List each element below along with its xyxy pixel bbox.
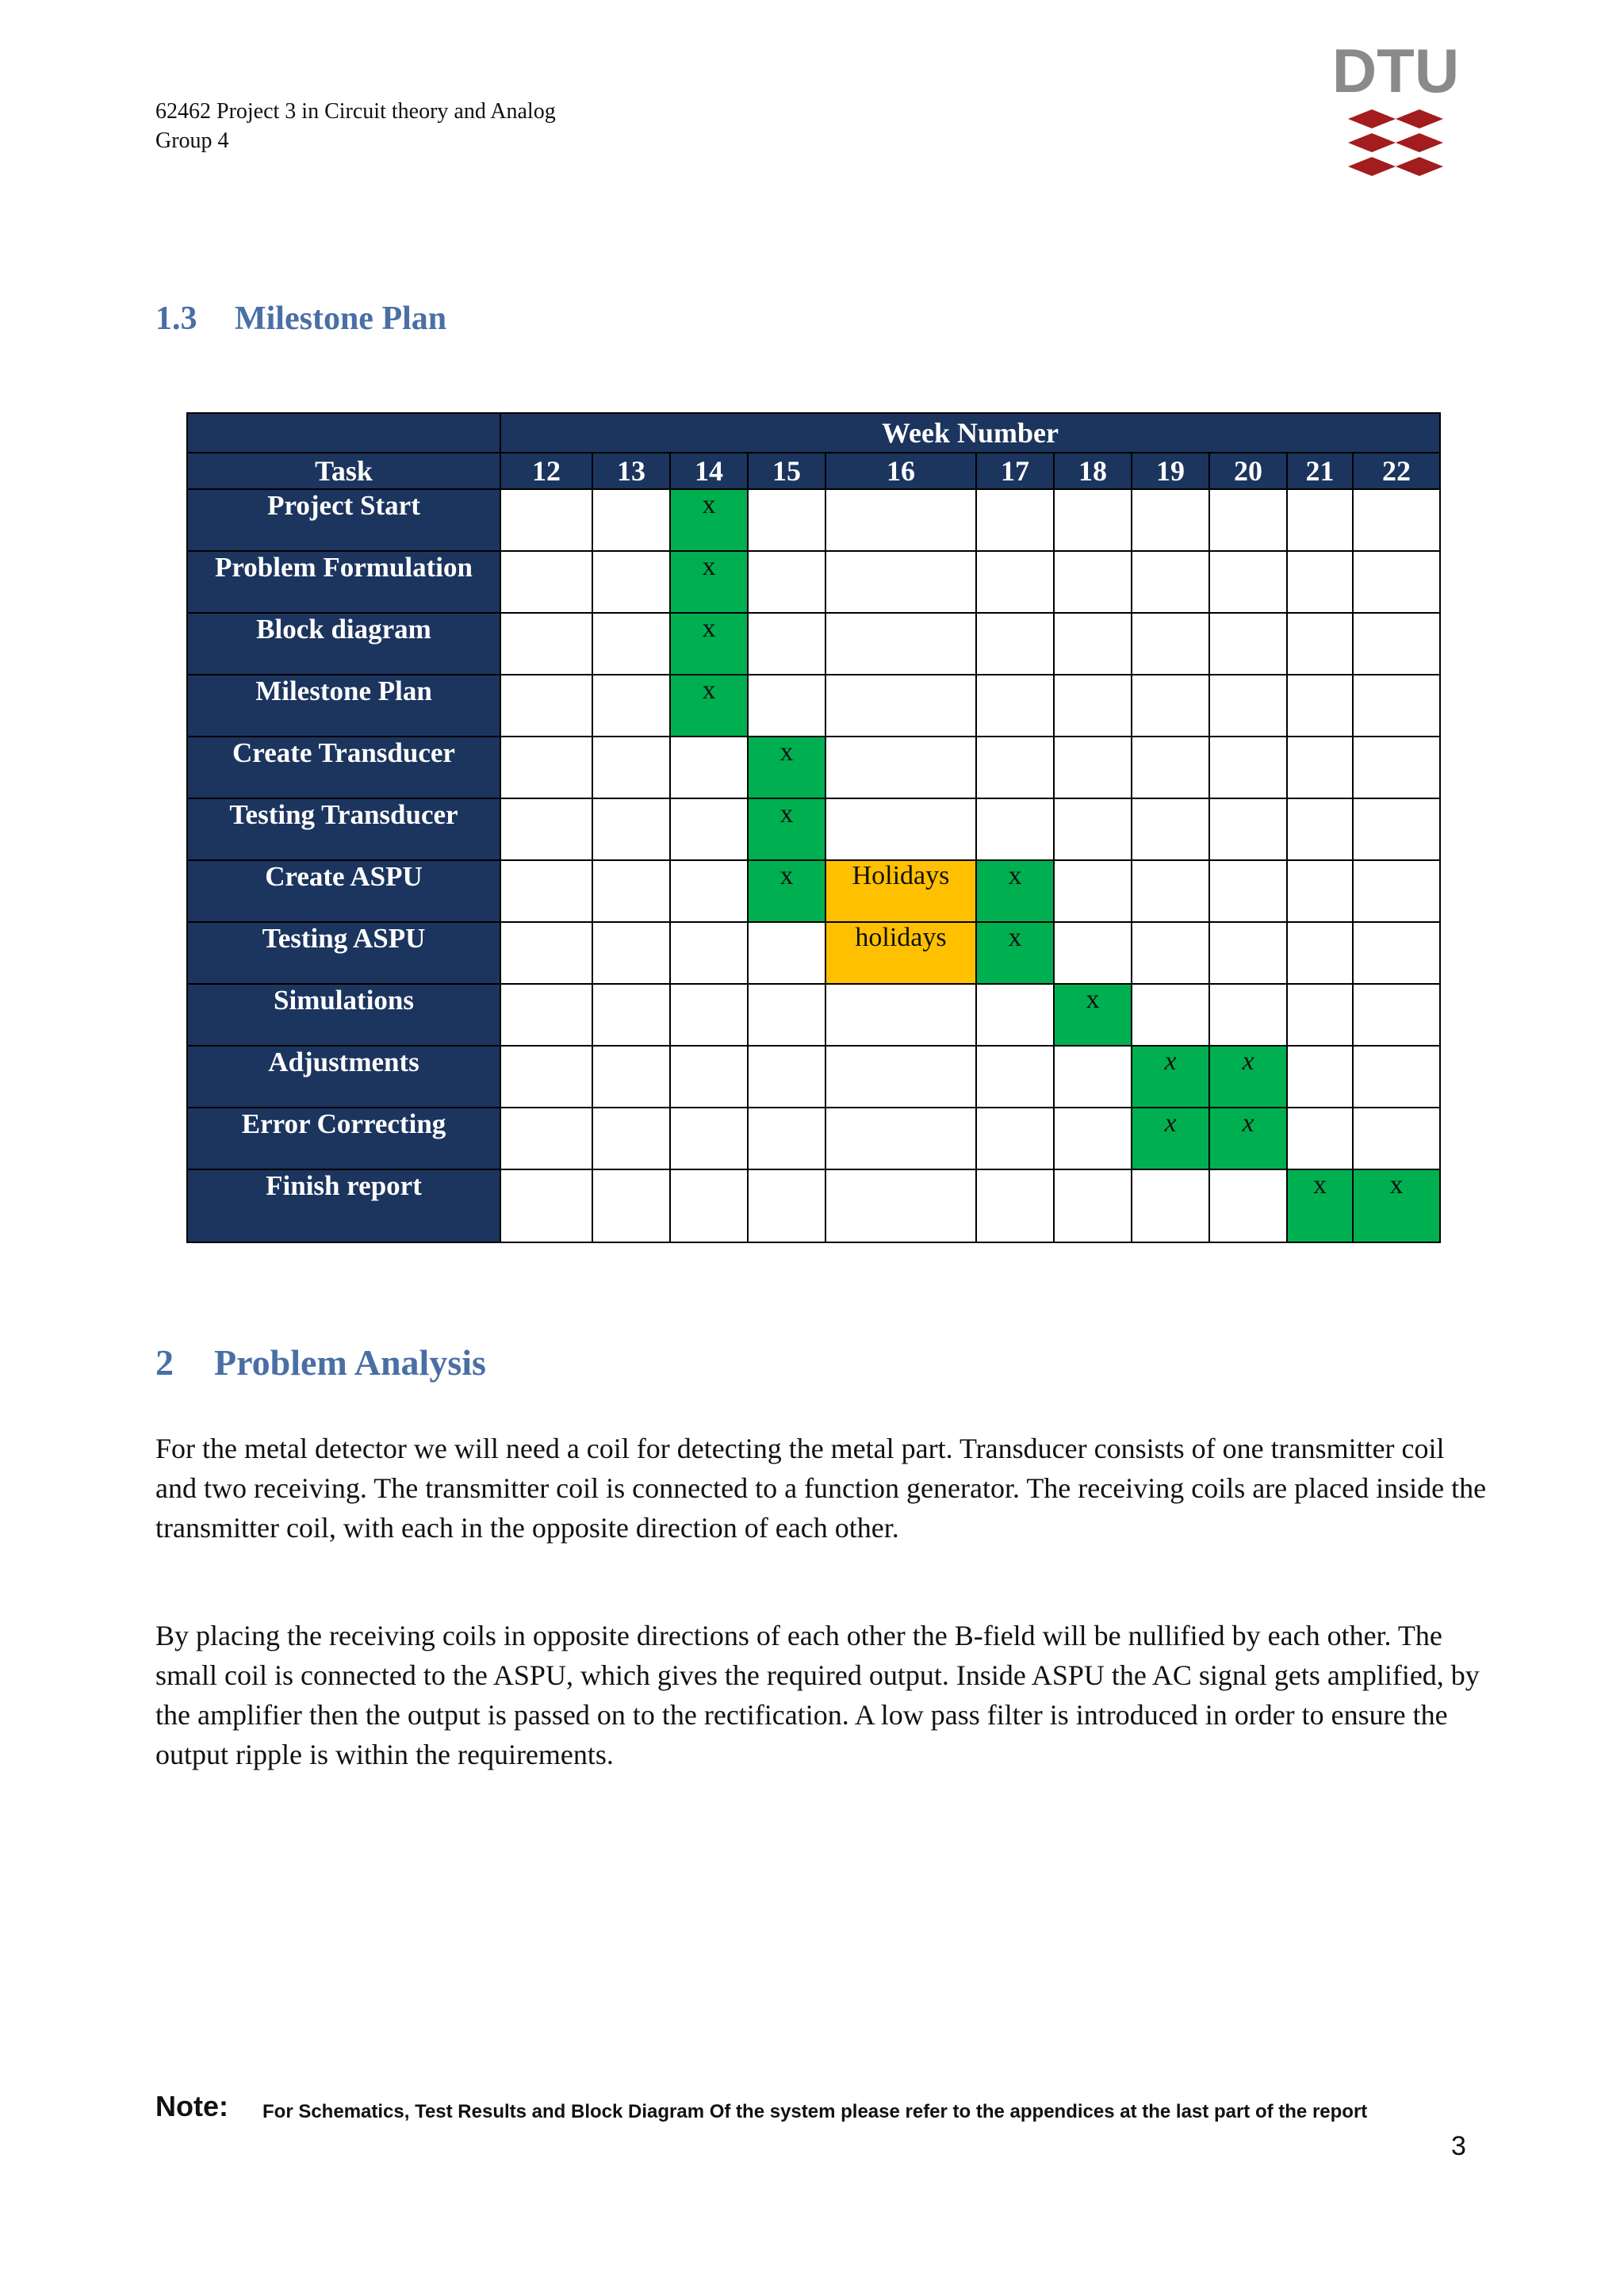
task-name: Simulations: [187, 984, 500, 1046]
table-row: [187, 1169, 1440, 1242]
empty-cell: [825, 1108, 976, 1169]
empty-cell: [748, 675, 825, 737]
week-header: 15: [748, 453, 825, 489]
table-row: [187, 1108, 1440, 1169]
empty-cell: [825, 613, 976, 675]
empty-cell: [1353, 798, 1440, 860]
table-row: [187, 551, 1440, 613]
empty-cell: [748, 984, 825, 1046]
empty-cell: [1353, 984, 1440, 1046]
empty-cell: [1132, 613, 1209, 675]
empty-cell: [825, 984, 976, 1046]
scheduled-cell: x: [670, 551, 748, 613]
empty-cell: [825, 737, 976, 798]
empty-cell: [1287, 984, 1353, 1046]
empty-cell: [592, 1046, 670, 1108]
week-header: 14: [670, 453, 748, 489]
section-heading-milestone: [155, 300, 446, 338]
note-label: Note:: [155, 2090, 228, 2122]
empty-cell: [1054, 1169, 1132, 1242]
scheduled-cell: x: [670, 613, 748, 675]
empty-cell: [1054, 1046, 1132, 1108]
scheduled-cell: x: [1132, 1046, 1209, 1108]
table-row: [187, 489, 1440, 551]
empty-cell: [1353, 860, 1440, 922]
empty-cell: [1353, 737, 1440, 798]
empty-cell: [825, 1169, 976, 1242]
holiday-cell: Holidays: [825, 860, 976, 922]
empty-cell: [500, 798, 592, 860]
empty-cell: [1209, 551, 1287, 613]
empty-cell: [976, 984, 1054, 1046]
scheduled-cell: x: [670, 675, 748, 737]
empty-cell: [748, 1169, 825, 1242]
table-row: [187, 922, 1440, 984]
empty-cell: [592, 737, 670, 798]
empty-cell: [825, 798, 976, 860]
week-header: 13: [592, 453, 670, 489]
task-header: Task: [187, 453, 500, 489]
empty-cell: [1209, 922, 1287, 984]
empty-cell: [1209, 798, 1287, 860]
empty-cell: [1132, 737, 1209, 798]
empty-cell: [500, 675, 592, 737]
task-name: Problem Formulation: [187, 551, 500, 613]
empty-cell: [1209, 984, 1287, 1046]
paragraph: By placing the receiving coils in opposite directions of each other the B-field will be nullified by each other. The small coil is connected to the ASPU, which gives the required output. Inside ASPU the AC signal gets amplified, by the amplifier then the output is passed on to the rectification. A low pass filter is introduced in order to ensure the output ripple is within the requirements.: [155, 1620, 1480, 1770]
empty-cell: [748, 1108, 825, 1169]
empty-cell: [670, 1046, 748, 1108]
scheduled-cell: x: [748, 860, 825, 922]
empty-cell: [825, 489, 976, 551]
empty-cell: [1132, 798, 1209, 860]
empty-cell: [976, 737, 1054, 798]
empty-cell: [1287, 1046, 1353, 1108]
section-title: Problem Analysis: [214, 1342, 486, 1383]
empty-cell: [1209, 737, 1287, 798]
empty-cell: [976, 675, 1054, 737]
page-number: 3: [1451, 2131, 1466, 2161]
course-title: 62462 Project 3 in Circuit theory and Analog: [155, 99, 556, 124]
task-name: Testing ASPU: [187, 922, 500, 984]
scheduled-cell: x: [670, 489, 748, 551]
empty-cell: [1054, 922, 1132, 984]
paragraph: For the metal detector we will need a coil for detecting the metal part. Transducer consists of one transmitter coil and two receiving. The transmitter coil is connected to a function generator. The receiving coils are placed inside the transmitter coil, with each in the opposite direction of each other.: [155, 1433, 1487, 1544]
empty-cell: [500, 922, 592, 984]
empty-cell: [1054, 551, 1132, 613]
task-name: Milestone Plan: [187, 675, 500, 737]
empty-cell: [1209, 1169, 1287, 1242]
empty-cell: [1353, 1046, 1440, 1108]
section-title: Milestone Plan: [235, 300, 447, 337]
scheduled-cell: x: [976, 922, 1054, 984]
empty-cell: [670, 860, 748, 922]
empty-cell: [1054, 798, 1132, 860]
empty-cell: [592, 984, 670, 1046]
empty-cell: [592, 860, 670, 922]
scheduled-cell: x: [1054, 984, 1132, 1046]
page-header: [155, 97, 556, 155]
section-number: 2: [155, 1342, 174, 1383]
table-row: [187, 860, 1440, 922]
scheduled-cell: x: [748, 737, 825, 798]
empty-cell: [500, 613, 592, 675]
empty-cell: [500, 1169, 592, 1242]
scheduled-cell: x: [1353, 1169, 1440, 1242]
empty-cell: [1287, 675, 1353, 737]
empty-cell: [1054, 675, 1132, 737]
empty-cell: [976, 798, 1054, 860]
scheduled-cell: x: [748, 798, 825, 860]
task-name: Create Transducer: [187, 737, 500, 798]
group-label: Group 4: [155, 128, 229, 153]
week-header: 17: [976, 453, 1054, 489]
task-name: Adjustments: [187, 1046, 500, 1108]
empty-cell: [670, 798, 748, 860]
empty-cell: [825, 551, 976, 613]
table-row: [187, 1046, 1440, 1108]
task-name: Create ASPU: [187, 860, 500, 922]
milestone-table: [186, 412, 1441, 1243]
empty-cell: [1209, 675, 1287, 737]
logo-text: DTU: [1331, 36, 1460, 105]
empty-cell: [592, 675, 670, 737]
empty-cell: [592, 489, 670, 551]
empty-cell: [1054, 737, 1132, 798]
empty-cell: [1287, 489, 1353, 551]
empty-cell: [1353, 1108, 1440, 1169]
table-row: [187, 675, 1440, 737]
empty-cell: [500, 551, 592, 613]
task-name: Project Start: [187, 489, 500, 551]
empty-cell: [1287, 860, 1353, 922]
week-header: 22: [1353, 453, 1440, 489]
table-row: [187, 798, 1440, 860]
empty-cell: [592, 1169, 670, 1242]
empty-cell: [976, 489, 1054, 551]
holiday-cell: holidays: [825, 922, 976, 984]
empty-cell: [500, 860, 592, 922]
week-header: 18: [1054, 453, 1132, 489]
empty-cell: [825, 1046, 976, 1108]
empty-cell: [1132, 489, 1209, 551]
task-name: Block diagram: [187, 613, 500, 675]
empty-cell: [592, 922, 670, 984]
empty-cell: [976, 551, 1054, 613]
empty-cell: [976, 613, 1054, 675]
empty-cell: [1132, 984, 1209, 1046]
empty-cell: [1353, 922, 1440, 984]
empty-cell: [825, 675, 976, 737]
empty-cell: [500, 984, 592, 1046]
week-header: 20: [1209, 453, 1287, 489]
table-corner: [187, 413, 500, 453]
empty-cell: [500, 1046, 592, 1108]
empty-cell: [1353, 613, 1440, 675]
empty-cell: [500, 489, 592, 551]
empty-cell: [1209, 860, 1287, 922]
week-header: 12: [500, 453, 592, 489]
table-row: [187, 737, 1440, 798]
empty-cell: [1287, 1108, 1353, 1169]
empty-cell: [670, 922, 748, 984]
week-header: 21: [1287, 453, 1353, 489]
task-name: Finish report: [187, 1169, 500, 1242]
empty-cell: [1287, 922, 1353, 984]
empty-cell: [976, 1169, 1054, 1242]
empty-cell: [976, 1108, 1054, 1169]
empty-cell: [1132, 1169, 1209, 1242]
empty-cell: [1132, 551, 1209, 613]
empty-cell: [1054, 613, 1132, 675]
empty-cell: [1054, 489, 1132, 551]
empty-cell: [1209, 613, 1287, 675]
scheduled-cell: x: [1132, 1108, 1209, 1169]
empty-cell: [592, 613, 670, 675]
table-row: [187, 613, 1440, 675]
scheduled-cell: x: [1209, 1108, 1287, 1169]
empty-cell: [1054, 860, 1132, 922]
week-header: 19: [1132, 453, 1209, 489]
section-number: 1.3: [155, 300, 197, 337]
empty-cell: [748, 613, 825, 675]
empty-cell: [670, 1108, 748, 1169]
empty-cell: [1353, 675, 1440, 737]
empty-cell: [670, 737, 748, 798]
empty-cell: [1353, 551, 1440, 613]
task-name: Error Correcting: [187, 1108, 500, 1169]
empty-cell: [1132, 922, 1209, 984]
empty-cell: [748, 551, 825, 613]
empty-cell: [1132, 675, 1209, 737]
empty-cell: [748, 922, 825, 984]
empty-cell: [748, 1046, 825, 1108]
week-header: 16: [825, 453, 976, 489]
scheduled-cell: x: [1287, 1169, 1353, 1242]
empty-cell: [500, 1108, 592, 1169]
empty-cell: [592, 1108, 670, 1169]
empty-cell: [1287, 798, 1353, 860]
empty-cell: [1287, 737, 1353, 798]
footnote: [155, 2090, 1368, 2123]
scheduled-cell: x: [1209, 1046, 1287, 1108]
scheduled-cell: x: [976, 860, 1054, 922]
empty-cell: [670, 984, 748, 1046]
empty-cell: [1054, 1108, 1132, 1169]
empty-cell: [1209, 489, 1287, 551]
empty-cell: [1353, 489, 1440, 551]
note-text: For Schematics, Test Results and Block Diagram Of the system please refer to the appendices at the last part of the report: [262, 2101, 1368, 2122]
empty-cell: [592, 551, 670, 613]
task-name: Testing Transducer: [187, 798, 500, 860]
empty-cell: [1287, 551, 1353, 613]
dtu-logo: [1331, 36, 1460, 193]
empty-cell: [670, 1169, 748, 1242]
empty-cell: [976, 1046, 1054, 1108]
section-heading-problem: [155, 1341, 486, 1383]
empty-cell: [1132, 860, 1209, 922]
week-number-header: Week Number: [500, 413, 1440, 453]
empty-cell: [592, 798, 670, 860]
logo-waves-icon: [1348, 109, 1443, 176]
empty-cell: [748, 489, 825, 551]
table-row: [187, 984, 1440, 1046]
empty-cell: [500, 737, 592, 798]
empty-cell: [1287, 613, 1353, 675]
